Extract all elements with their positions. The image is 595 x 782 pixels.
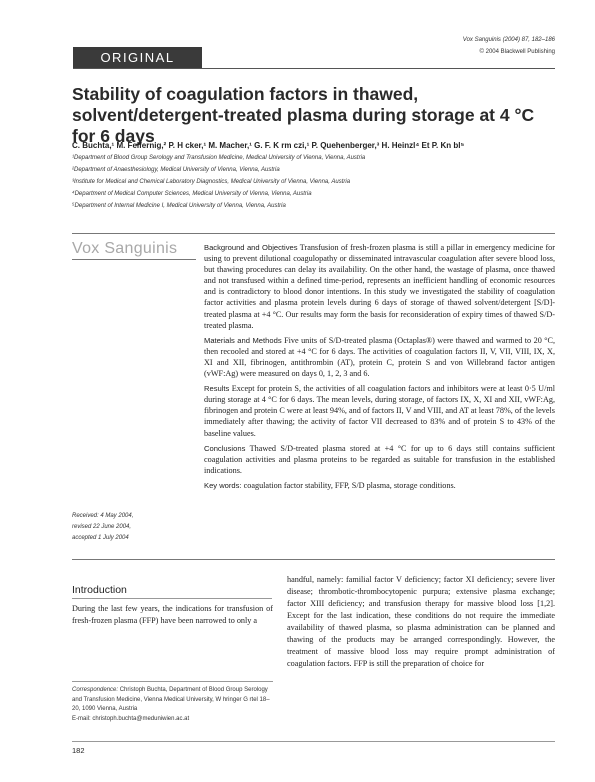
correspondence-email: E-mail: christoph.buchta@meduniwien.ac.at bbox=[72, 715, 190, 722]
methods-heading: Materials and Methods bbox=[204, 335, 282, 345]
results-text: Except for protein S, the activities of all coagulation factors and inhibitors were at least 0·5 U/ml during storage at 4 °C for 6 days. The mean levels, during storage, of factors IX, X, XI and XII, vWF:Ag, fibrinogen and protein C were at least 94%, and of factors II, V and VIII, and AT at least 78%, of the levels immediately after thawing; the activity of factor VII decreased to 83% and of protein S to 43% of the baseline values. bbox=[204, 384, 555, 438]
journal-volume: (2004) 87, 182–186 bbox=[502, 37, 555, 43]
affiliation-5: ⁵Department of Internal Medicine I, Medical University of Vienna, Vienna, Austria bbox=[72, 203, 286, 209]
background-heading: Background and Objectives bbox=[204, 243, 298, 252]
abstract-top-rule bbox=[72, 233, 555, 234]
background-text: Transfusion of fresh-frozen plasma is still a pillar in emergency medicine for using to prevent dilutional coagulopathy or disseminated intravascular coagulation after severe blood loss, but thawing procedures can delay its availability. On the other hand, the wastage of plasma, once thawed and not transfused within a defined time-period, represents an inefficient handling of economic resources and is contradictory to blood donor intentions. In this study we investigated the stability of coagulation factor activities and plasma protein levels during 6 days of storage of thawed solvent/detergent [S/D]-treated plasma at +4 °C. Our results may form the basis for reconsideration of expiry times of thawed S/D-treated plasma. bbox=[204, 243, 555, 330]
copyright-notice: © 2004 Blackwell Publishing bbox=[479, 49, 555, 55]
correspondence-text: Christoph Buchta, Department of Blood Group Serology and Transfusion Medicine, Vienna Medical University, W hringer G rtel 18–20, 1090 Vienna, Austria bbox=[72, 687, 270, 713]
results-heading: Results bbox=[204, 384, 230, 394]
abstract-bottom-rule bbox=[72, 559, 555, 560]
affiliation-3: ³Institute for Medical and Chemical Laboratory Diagnostics, Medical University of Vienna, Vienna, Austria bbox=[72, 179, 351, 185]
header-divider bbox=[73, 68, 555, 69]
affiliation-4: ⁴Department of Medical Computer Sciences, Medical University of Vienna, Vienna, Austria bbox=[72, 191, 312, 197]
abstract-conclusions bbox=[204, 443, 555, 476]
journal-name: Vox Sanguinis bbox=[462, 37, 501, 43]
abstract bbox=[204, 242, 555, 495]
article-type-tag: ORIGINAL PAPER bbox=[73, 47, 202, 69]
journal-logo-underline bbox=[72, 259, 196, 260]
page-number: 182 bbox=[72, 746, 85, 755]
article-title: Stability of coagulation factors in thawed, solvent/detergent-treated plasma during storage at 4 °C for 6 days bbox=[72, 84, 535, 146]
correspondence-rule bbox=[72, 681, 273, 682]
abstract-methods bbox=[204, 335, 555, 379]
footer-rule bbox=[72, 741, 555, 742]
received-date: Received: 4 May 2004, bbox=[72, 513, 134, 519]
correspondence-label: Correspondence: bbox=[72, 687, 119, 693]
affiliation-2: ²Department of Anaesthesiology, Medical University of Vienna, Vienna, Austria bbox=[72, 167, 280, 173]
conclusions-text: Thawed S/D-treated plasma stored at +4 °C for up to 6 days still contains sufficient coagulation activities and plasma proteins to be regarded as suitable for transfusion in the established indications. bbox=[204, 443, 555, 475]
journal-logo-text: Vox Sanguinis bbox=[72, 240, 178, 257]
accepted-date: accepted 1 July 2004 bbox=[72, 535, 129, 542]
methods-text: Five units of S/D-treated plasma (Octaplas®) were thawed and warmed to 20 °C, then recooled and stored at +4 °C for 6 days. The activities of coagulation factors II, V, VII, VIII, IX, X, XI and XII, fibrinogen, antithrombin (AT), protein C, protein S and von Willebrand factor antigen (vWF:Ag) were measured on days 0, 1, 2, 3 and 6. bbox=[204, 335, 556, 379]
correspondence bbox=[72, 686, 277, 724]
affiliation-1: ¹Department of Blood Group Serology and Transfusion Medicine, Medical University of Vienna, Vienna, Austria bbox=[72, 155, 366, 161]
conclusions-heading: Conclusions bbox=[204, 443, 246, 453]
article-dates bbox=[72, 511, 133, 545]
journal-citation bbox=[463, 37, 555, 43]
keywords-text: coagulation factor stability, FFP, S/D plasma, storage conditions. bbox=[243, 480, 456, 490]
introduction-rule bbox=[72, 598, 272, 599]
abstract-results bbox=[204, 383, 555, 438]
abstract-background bbox=[204, 242, 555, 331]
introduction-text-left: During the last few years, the indications for transfusion of fresh-frozen plasma (FFP) have been narrowed to only a bbox=[72, 604, 273, 625]
keywords-heading: Key words: bbox=[204, 480, 242, 490]
abstract-keywords bbox=[204, 480, 555, 491]
introduction-text-right: handful, namely: familial factor V deficiency; factor XI deficiency; severe liver disease; thrombotic-thrombocytopenic purpura; extensive plasma exchange; factor XIII deficiency; and transfusion therapy for massive blood loss [1,2]. Except for the last indication, these conditions do not require the immediate availability of thawed plasma, so plasma administration can be planned and thawing of the products may be arranged correspondingly. However, the treatment of massive blood loss may require prompt administration of coagulation factors. FFP is still the preparation of choice for bbox=[287, 575, 555, 668]
author-list: C. Buchta,¹ M. Felfernig,² P. H cker,¹ M. Macher,¹ G. F. K rm czi,¹ P. Quehenberger,³ H. Heinzl⁴ Et P. Kn bl⁵ bbox=[72, 141, 465, 150]
introduction-heading: Introduction bbox=[72, 584, 127, 596]
revised-date: revised 22 June 2004, bbox=[72, 524, 132, 531]
